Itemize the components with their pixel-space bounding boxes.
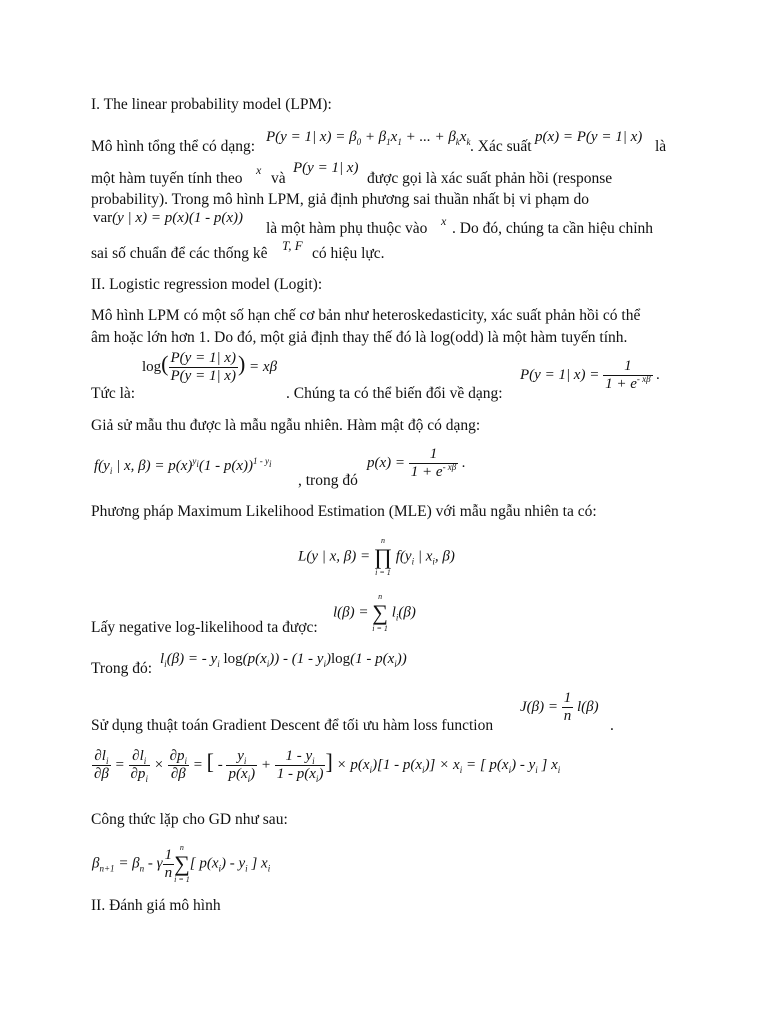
likelihood-equation: L(y | x, β) = n ∏ i = 1 $f(y_i$ | $x_i$, β) xyxy=(298,536,455,577)
gd-iter-paragraph: Công thức lặp cho GD như sau: xyxy=(91,811,288,828)
lpm-model-equation: P(y = 1| $x) = \beta_0 + \beta_1x_1$ + ... + $\beta_kx_k$ xyxy=(266,129,471,147)
logit-paragraph-line-1: Mô hình LPM có một số hạn chế cơ bản như heteroskedasticity, xác suất phản hồi có thể xyxy=(91,307,641,324)
mle-paragraph: Phương pháp Maximum Likelihood Estimation (MLE) với mẫu ngẫu nhiên ta có: xyxy=(91,503,597,520)
section-1-heading: I. The linear probability model (LPM): xyxy=(91,96,332,113)
text-fragment: một hàm tuyến tính theo xyxy=(91,170,243,187)
log-odds-equation: log( $\frac{P(y = 1| x)}{P(y = 1| x)}$ ) = xβ xyxy=(142,350,278,384)
text-fragment: . Do đó, chúng ta cần hiệu chỉnh xyxy=(452,220,654,237)
variance-equation: var(y | x) = p(x)(1 - p(x)) xyxy=(93,210,243,226)
text-fragment: Tức là: xyxy=(91,385,136,402)
neg-log-likelihood-equation: l(β) = n ∑ i = 1 $l_i(\beta)$ xyxy=(333,592,416,633)
gradient-equation: $\frac{\partial l_i}{\partial\beta}$ = $\frac{\partial l_i}{\partial p_i}$ × $\frac{\partial p_i}{\partial\beta}$ = [ - $\frac{y_i}{p(x_i)}$ + $\frac{1 - y_i}{1 - p(x_i)}$ ] × $p(x_i)[1 - p(x_i)] \times x_i$ = [ $p(x_i) - y_i$ ] $x_i$ xyxy=(94,748,561,784)
text-fragment: là một hàm phụ thuộc vào xyxy=(266,220,428,237)
text-fragment: Mô hình tổng thể có dạng: xyxy=(91,138,256,155)
probability-equation: p(x) = P(y = 1| x) xyxy=(535,129,643,145)
period: . xyxy=(610,717,614,734)
text-fragment: là xyxy=(655,138,667,155)
var-x: x xyxy=(441,214,447,228)
li-equation: $l_i(\beta)$ = - $y_i$ $\log(p(x_i)) - (1 - y_i)\log(1 - p(x_i))$ xyxy=(160,651,407,669)
text-fragment: sai số chuẩn để các thống kê xyxy=(91,245,268,262)
text-fragment: . Chúng ta có thể biến đổi về dạng: xyxy=(286,385,503,402)
loss-function-equation: J(β) = $\frac{1}{n}$ l(β) xyxy=(520,690,599,724)
section-2-heading: II. Logistic regression model (Logit): xyxy=(91,276,323,293)
response-prob-expr: P(y = 1| x) xyxy=(293,160,359,176)
gd-paragraph: Sử dụng thuật toán Gradient Descent để tối ưu hàm loss function xyxy=(91,717,494,734)
density-equation: $f(y_i$ | x, $\beta) = p(x)^{y_i}(1 - p(x))^{1 - y_i}$ xyxy=(94,456,272,476)
text-fragment: . Xác suất xyxy=(470,138,532,155)
logistic-function: P(y = 1| x) = $\frac{1}{1 + e^{- x\beta}}$ . xyxy=(520,358,661,392)
gd-update-equation: $\beta_{n+1} = \beta_n - \gamma$ $\frac{1}{n}$ n ∑ i = 1 [ $p(x_i) - y_i$ ] $x_i$ xyxy=(92,843,271,884)
text-fragment: có hiệu lực. xyxy=(312,245,385,262)
px-definition: p(x) = $\frac{1}{1 + e^{- x\beta}}$ . xyxy=(367,446,466,480)
var-x: x xyxy=(256,163,262,177)
lpm-paragraph-line-1 xyxy=(91,137,255,156)
text-fragment: , trong đó xyxy=(298,472,358,489)
stats-tf: T, F xyxy=(282,238,303,253)
text-fragment: và xyxy=(271,170,286,187)
sample-paragraph: Giả sử mẫu thu được là mẫu ngẫu nhiên. Hàm mật độ có dạng: xyxy=(91,417,481,434)
section-3-heading: II. Đánh giá mô hình xyxy=(91,897,221,914)
text-fragment: được gọi là xác suất phản hồi (response xyxy=(367,170,613,187)
lpm-paragraph-line-3: probability). Trong mô hình LPM, giả định phương sai thuần nhất bị vi phạm do xyxy=(91,191,589,208)
text-fragment: Trong đó: xyxy=(91,660,153,677)
logit-paragraph-line-2: âm hoặc lớn hơn 1. Do đó, một giả định thay thế đó là log(odd) là một hàm tuyến tính. xyxy=(91,329,628,346)
nll-paragraph: Lấy negative log-likelihood ta được: xyxy=(91,619,318,636)
